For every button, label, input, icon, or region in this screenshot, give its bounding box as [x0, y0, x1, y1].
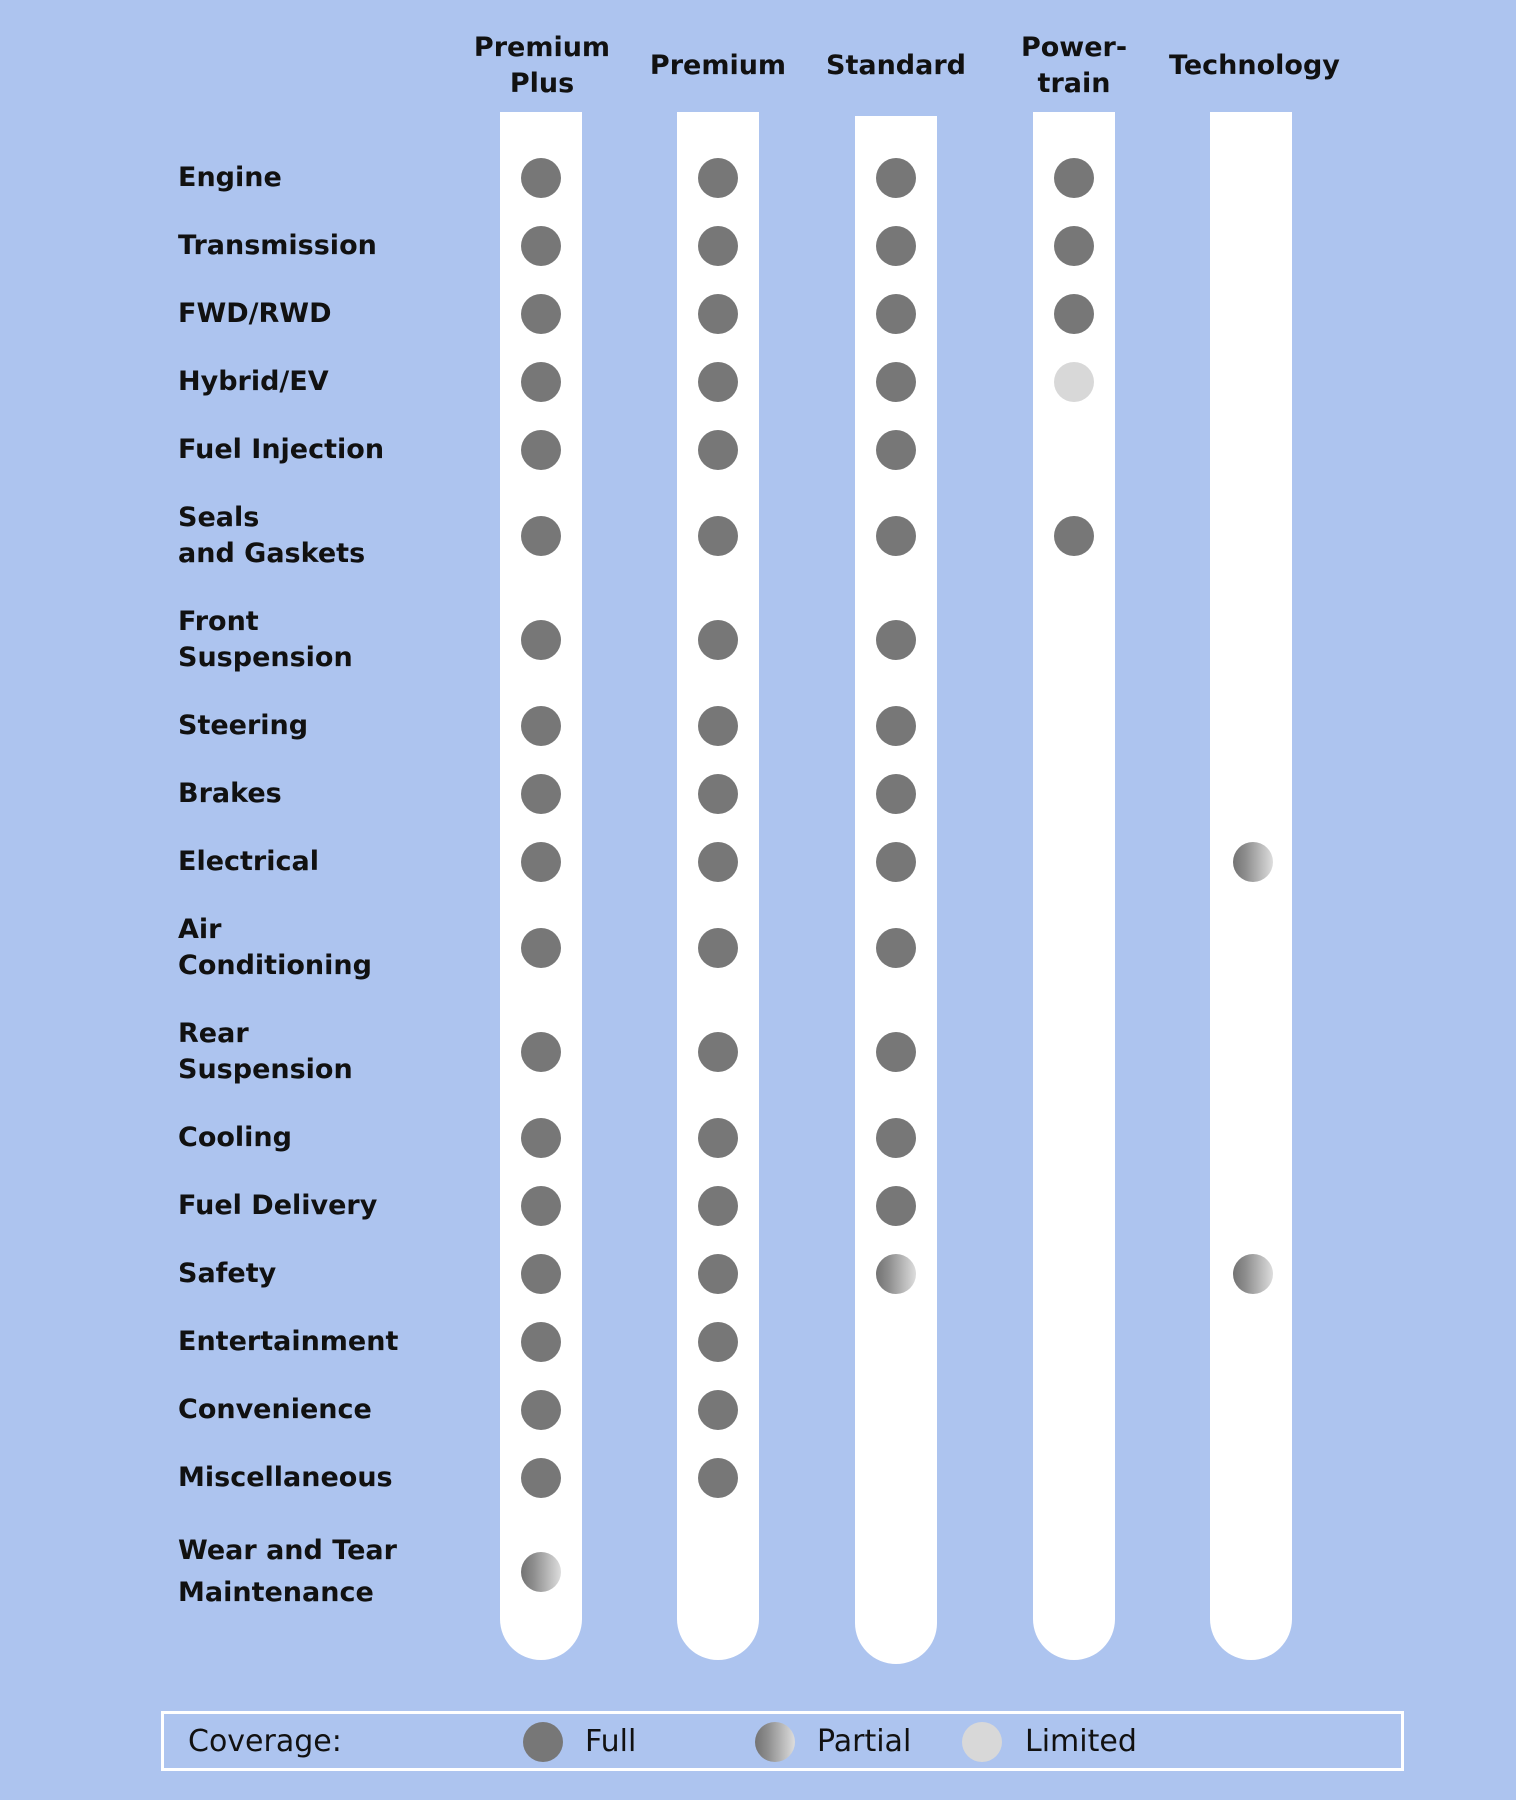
row-label: Cooling [178, 1122, 292, 1153]
row-label: Entertainment [178, 1326, 399, 1357]
coverage-full-dot-icon [698, 1186, 738, 1226]
coverage-full-dot-icon [876, 620, 916, 660]
coverage-full-dot-icon [698, 1254, 738, 1294]
coverage-full-dot-icon [876, 842, 916, 882]
coverage-full-dot-icon [521, 774, 561, 814]
column-powertrain [1033, 112, 1115, 1660]
row-label: Transmission [178, 230, 377, 261]
row-label: Fuel Injection [178, 434, 385, 465]
legend-limited-label: Limited [1025, 1724, 1137, 1759]
coverage-full-dot-icon [876, 362, 916, 402]
coverage-full-dot-icon [521, 516, 561, 556]
coverage-full-dot-icon [698, 158, 738, 198]
column-technology [1210, 112, 1292, 1660]
column-header-premium: Premium [649, 50, 787, 81]
legend-partial-label: Partial [817, 1724, 912, 1759]
coverage-full-dot-icon [521, 706, 561, 746]
legend-partial-dot-icon [755, 1722, 795, 1762]
coverage-full-dot-icon [698, 1322, 738, 1362]
row-label: Electrical [178, 846, 319, 877]
coverage-full-dot-icon [521, 928, 561, 968]
coverage-full-dot-icon [521, 842, 561, 882]
coverage-full-dot-icon [521, 1390, 561, 1430]
row-label: Miscellaneous [178, 1462, 393, 1493]
coverage-full-dot-icon [1054, 294, 1094, 334]
coverage-full-dot-icon [698, 774, 738, 814]
coverage-full-dot-icon [1054, 516, 1094, 556]
coverage-full-dot-icon [521, 1322, 561, 1362]
coverage-full-dot-icon [698, 928, 738, 968]
column-standard [855, 116, 937, 1664]
coverage-full-dot-icon [876, 430, 916, 470]
coverage-full-dot-icon [876, 226, 916, 266]
row-label: Hybrid/EV [178, 366, 329, 397]
coverage-full-dot-icon [698, 842, 738, 882]
column-header-powertrain: Power- train [1020, 32, 1128, 99]
row-label: Seals and Gaskets [178, 502, 366, 569]
coverage-partial-dot-icon [876, 1254, 916, 1294]
column-header-technology: Technology [1169, 50, 1340, 81]
legend-full-label: Full [585, 1724, 637, 1759]
coverage-full-dot-icon [698, 294, 738, 334]
row-label: Front Suspension [178, 606, 353, 673]
coverage-full-dot-icon [876, 1186, 916, 1226]
coverage-full-dot-icon [698, 706, 738, 746]
coverage-full-dot-icon [876, 1118, 916, 1158]
coverage-full-dot-icon [521, 294, 561, 334]
row-label: Air Conditioning [178, 914, 372, 981]
legend-full-dot-icon [523, 1722, 563, 1762]
coverage-full-dot-icon [698, 430, 738, 470]
coverage-full-dot-icon [698, 516, 738, 556]
row-label: FWD/RWD [178, 298, 332, 329]
coverage-partial-dot-icon [1233, 1254, 1273, 1294]
coverage-full-dot-icon [698, 226, 738, 266]
coverage-legend [161, 1711, 1404, 1771]
column-header-premium-plus: Premium Plus [473, 32, 611, 99]
coverage-full-dot-icon [876, 706, 916, 746]
coverage-full-dot-icon [521, 1118, 561, 1158]
coverage-full-dot-icon [698, 620, 738, 660]
coverage-limited-dot-icon [1054, 362, 1094, 402]
coverage-full-dot-icon [876, 774, 916, 814]
coverage-full-dot-icon [521, 1458, 561, 1498]
coverage-full-dot-icon [698, 1118, 738, 1158]
coverage-full-dot-icon [876, 1032, 916, 1072]
coverage-full-dot-icon [521, 620, 561, 660]
coverage-full-dot-icon [698, 1390, 738, 1430]
coverage-full-dot-icon [521, 1254, 561, 1294]
coverage-full-dot-icon [876, 294, 916, 334]
row-label: Wear and Tear Maintenance [178, 1535, 397, 1608]
coverage-full-dot-icon [698, 362, 738, 402]
coverage-full-dot-icon [698, 1032, 738, 1072]
coverage-full-dot-icon [521, 362, 561, 402]
coverage-full-dot-icon [521, 430, 561, 470]
row-label: Fuel Delivery [178, 1190, 378, 1221]
coverage-partial-dot-icon [521, 1552, 561, 1592]
coverage-full-dot-icon [876, 516, 916, 556]
coverage-full-dot-icon [521, 1186, 561, 1226]
legend-title: Coverage: [188, 1724, 342, 1759]
coverage-full-dot-icon [876, 158, 916, 198]
coverage-full-dot-icon [521, 1032, 561, 1072]
row-label: Convenience [178, 1394, 372, 1425]
row-label: Rear Suspension [178, 1018, 353, 1085]
column-header-standard: Standard [826, 50, 966, 81]
row-label: Safety [178, 1258, 277, 1289]
coverage-full-dot-icon [698, 1458, 738, 1498]
row-label: Engine [178, 162, 282, 193]
coverage-full-dot-icon [1054, 226, 1094, 266]
coverage-full-dot-icon [521, 158, 561, 198]
legend-limited-dot-icon [962, 1722, 1002, 1762]
row-label: Brakes [178, 778, 282, 809]
coverage-partial-dot-icon [1233, 842, 1273, 882]
coverage-full-dot-icon [1054, 158, 1094, 198]
coverage-full-dot-icon [521, 226, 561, 266]
row-label: Steering [178, 710, 309, 741]
coverage-full-dot-icon [876, 928, 916, 968]
